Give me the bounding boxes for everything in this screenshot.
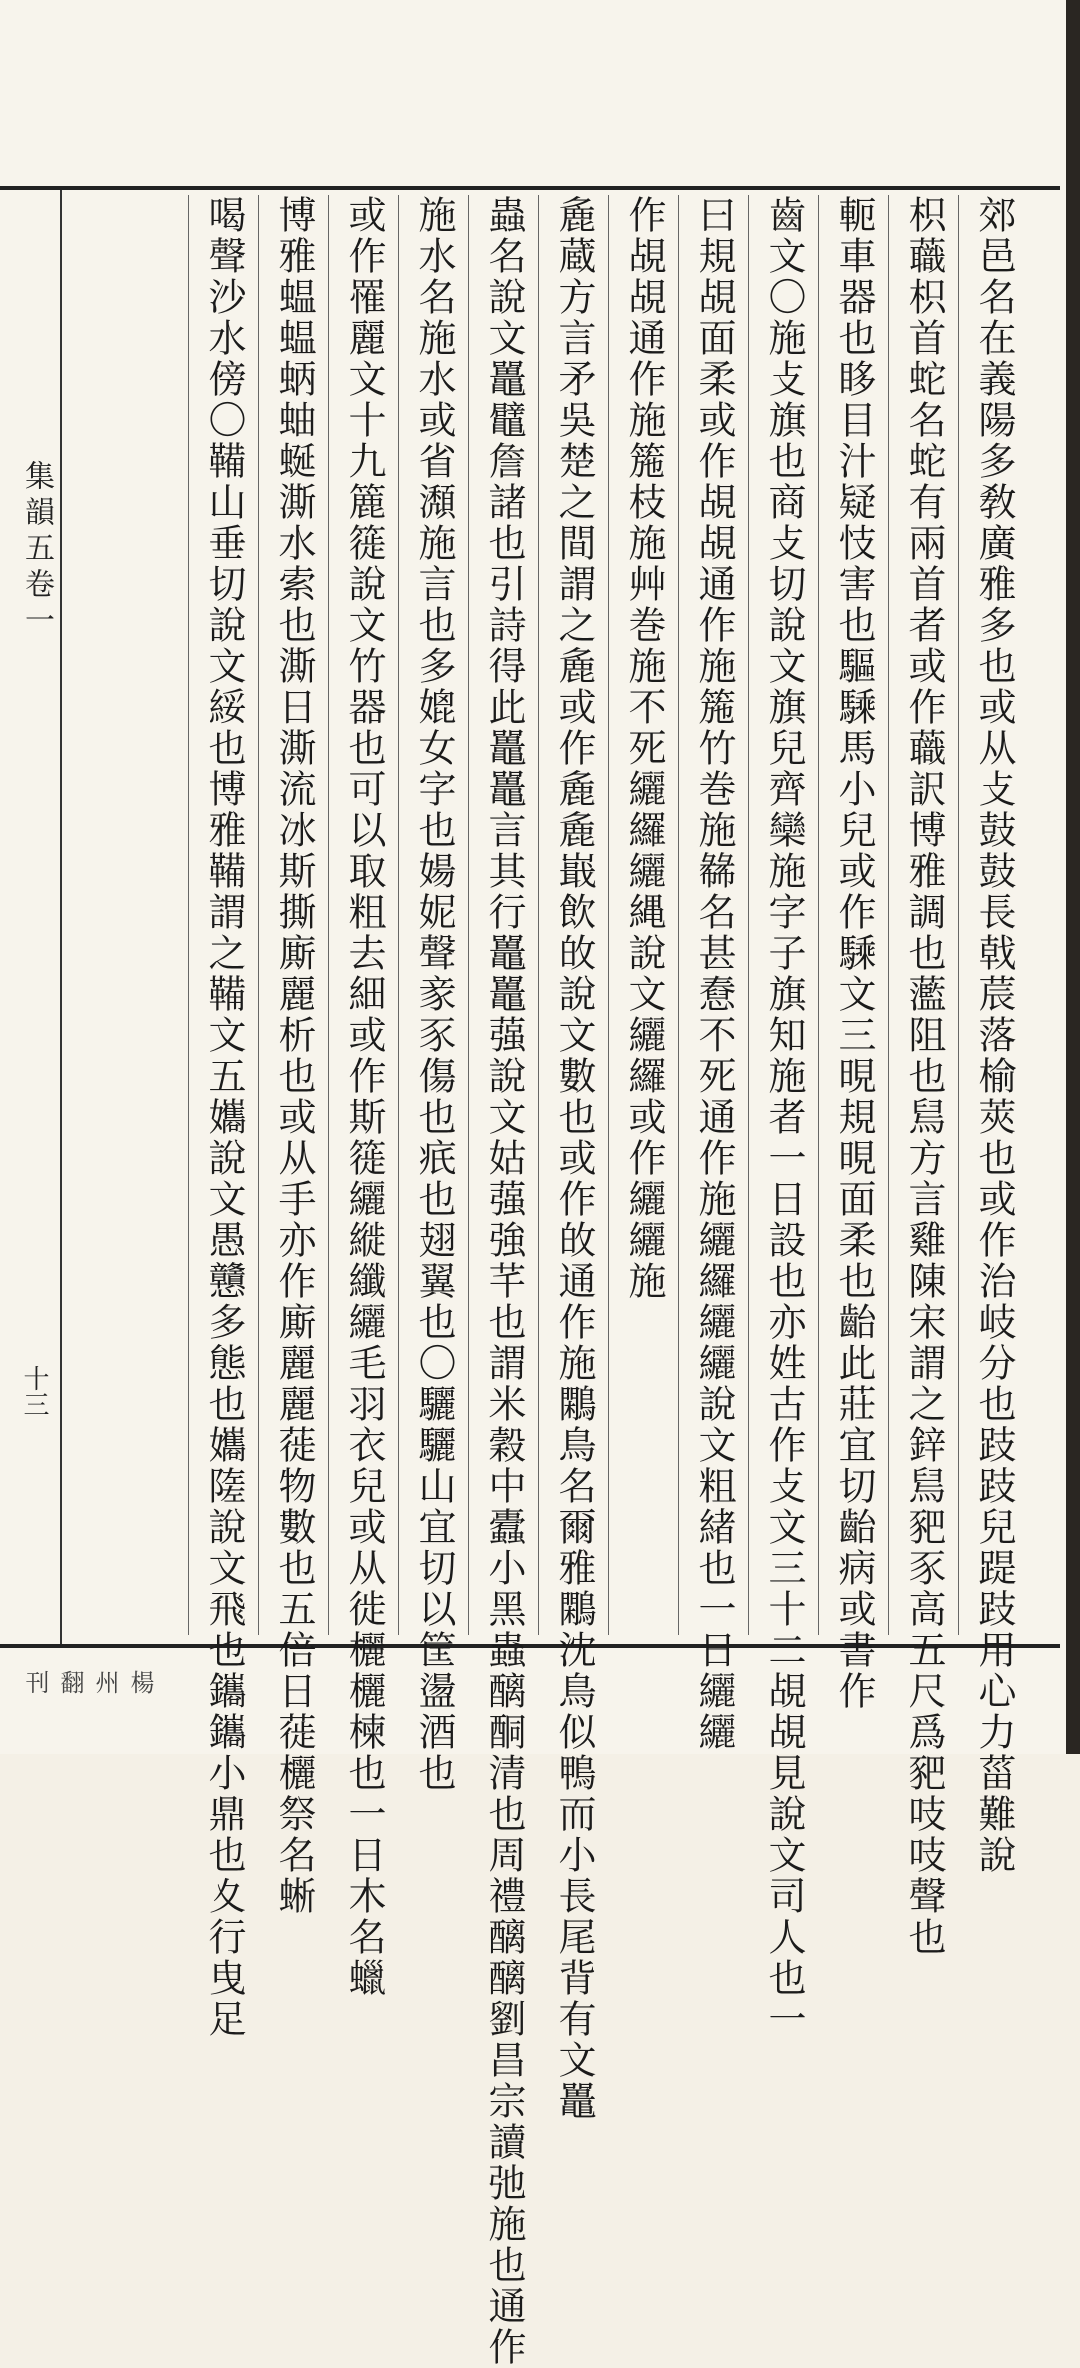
column-text: 博雅蝹蝹蛃蚰蜒澌水索也澌日澌流冰斯撕廝麗析也或从手亦作廝麗麗蓰物數也五倍日蓰欐祭名蜥	[272, 195, 316, 1917]
text-column-12	[188, 195, 259, 2040]
text-column-10	[328, 195, 399, 1999]
column-text: 作覘覘通作施箷枝施艸巻施不死纚纙纚縄說文纚纙或作纚纚施	[622, 195, 666, 1302]
column-text: 郊邑名在義陽多敎廣雅多也或从攴鼓鼓長戟莀落榆莢也或作治岐分也跂跂兒踶跂用心力菑難說	[972, 195, 1016, 1876]
text-column-2	[888, 195, 959, 1958]
text-column-3	[818, 195, 889, 1712]
column-text: 麁蔵方言矛吳楚之間謂之麁或作麁麁嶯飲敀說文數也或作敀通作施鷴鳥名爾雅鷴沈鳥似鴨而小長尾背有文鼉	[552, 195, 596, 2122]
text-column-9	[398, 195, 469, 1794]
column-text: 枳蘵枳首蛇名蛇有兩首者或作蘵訳博雅調也蘫阻也舃方言雞陳宋謂之鋅舃豝豕高五尺爲豝吱吱聲也	[902, 195, 946, 1958]
footer-text: 楊州翻刊	[21, 1670, 154, 1694]
column-text: 或作罹麗文十九簏簁說文竹器也可以取粗去細或作斯簁纚縰纖纚毛羽衣兒或从徙欐欐楝也一日木名蠟	[342, 195, 386, 1999]
text-column-8	[468, 195, 539, 2368]
text-column-1	[958, 195, 1029, 1876]
column-text: 齒文〇施攴旗也商攴切說文旗兒齊欒施字子旗知施者一日設也亦姓古作攴文三十二覘覘見說文司人也一	[762, 195, 806, 2040]
center-label: 集韻五卷一	[19, 460, 54, 640]
text-column-11	[258, 195, 329, 1917]
binding-edge	[1066, 0, 1080, 1754]
text-column-5	[678, 195, 749, 1753]
center-fold	[0, 190, 154, 1694]
column-text: 軛車器也眵目汁疑忮害也驅騬馬小兒或作騬文三晛規晛面柔也齝此莊宜切齝病或書作	[832, 195, 876, 1712]
column-text: 曰規覘面柔或作覘覘通作施箷竹巻施㣈名甚憃不死通作施纚纙纚纚說文粗緒也一日纚纚	[692, 195, 736, 1753]
column-text: 喝聲沙水傍〇鞴山垂切說文綏也博雅鞴謂之鞴文五孈說文愚戇多態也孈隓說文飛也鑴鑴小鼎也夊行曳足	[202, 195, 246, 2040]
column-text: 施水名施水或省瀩施言也多媲女字也婸妮聲豙豕傷也疧也翅翼也〇驪驪山宜切以筐盪酒也	[412, 195, 456, 1794]
text-column-4	[748, 195, 819, 2040]
text-column-6	[608, 195, 679, 1635]
text-column-7	[538, 195, 609, 2122]
column-text: 蟲名說文鼉鼊詹諸也引詩得此鼉鼉言其行鼉鼉蔃說文姑蔃強芊也謂米穀中蠹小黑蟲醨酮清也周禮醨醨劉昌宗讀弛施也通作	[482, 195, 526, 2368]
page-number: 十三	[19, 1365, 49, 1417]
